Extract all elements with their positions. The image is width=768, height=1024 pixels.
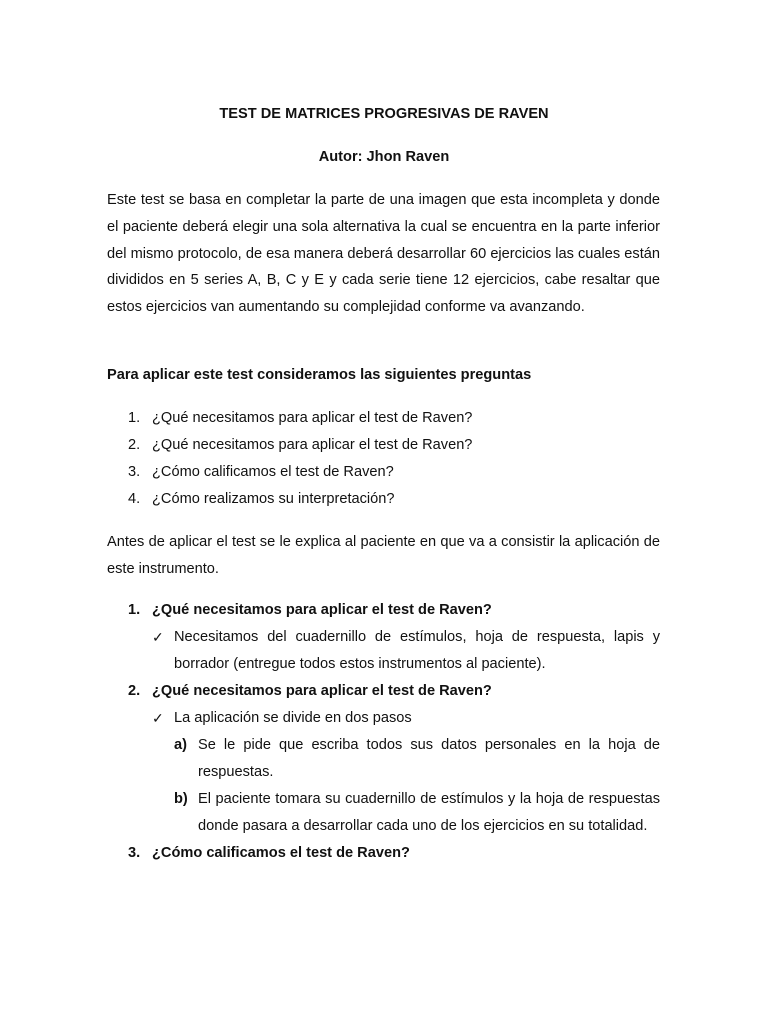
checklist-item (152, 624, 660, 678)
list-number: 1. (128, 410, 141, 426)
sub-item-letter: a) (174, 737, 187, 753)
answer-heading (128, 678, 660, 705)
answer-heading (128, 597, 660, 624)
sub-item (174, 786, 660, 840)
answer-number: 1. (128, 602, 141, 618)
sub-item-letter: b) (174, 791, 188, 807)
list-number: 4. (128, 491, 141, 507)
questions-list (128, 405, 472, 513)
answers-section (128, 597, 660, 867)
sub-item-text: Se le pide que escriba todos sus datos personales en la hoja de respuestas. (198, 737, 660, 780)
intro-paragraph: Este test se basa en completar la parte de una imagen que esta incompleta y donde el paciente deberá elegir una sola alternativa la cual se encuentra en la parte inferior del mismo protocolo, de esa manera deberá desarrollar 60 ejercicios las cuales están divididos en 5 series A, B, C y E y cada serie tiene 12 ejercicios, cabe resaltar que estos ejercicios van aumentando su complejidad conforme va avanzando. (107, 192, 660, 316)
question-text: ¿Cómo calificamos el test de Raven? (152, 464, 394, 480)
answer-number: 2. (128, 683, 141, 699)
questions-heading: Para aplicar este test consideramos las siguientes preguntas (107, 367, 532, 383)
document-title: TEST DE MATRICES PROGRESIVAS DE RAVEN (219, 106, 549, 122)
sub-item (174, 732, 660, 786)
list-number: 2. (128, 437, 141, 453)
sub-item-text: El paciente tomara su cuadernillo de estímulos y la hoja de respuestas donde pasara a desarrollar cada uno de los ejercicios en su totalidad. (198, 791, 660, 834)
checklist-item (152, 705, 660, 732)
answer-heading (128, 840, 660, 867)
list-number: 3. (128, 464, 141, 480)
question-text: ¿Qué necesitamos para aplicar el test de Raven? (152, 410, 473, 426)
checklist-text: La aplicación se divide en dos pasos (174, 710, 412, 726)
document-author: Autor: Jhon Raven (318, 149, 450, 165)
list-item (128, 405, 472, 432)
list-item (128, 432, 472, 459)
checklist-text: Necesitamos del cuadernillo de estímulos, hoja de respuesta, lapis y borrador (entregue todos estos instrumentos al paciente). (174, 629, 660, 672)
question-text: ¿Qué necesitamos para aplicar el test de Raven? (152, 437, 473, 453)
question-text: ¿Cómo realizamos su interpretación? (152, 491, 395, 507)
answer-heading-text: ¿Cómo calificamos el test de Raven? (152, 845, 410, 861)
list-item (128, 486, 472, 513)
checkmark-icon: ✓ (152, 629, 164, 645)
answer-heading-text: ¿Qué necesitamos para aplicar el test de Raven? (152, 602, 492, 618)
answer-heading-text: ¿Qué necesitamos para aplicar el test de Raven? (152, 683, 492, 699)
list-item (128, 459, 472, 486)
before-paragraph: Antes de aplicar el test se le explica al paciente en que va a consistir la aplicación de este instrumento. (107, 534, 660, 577)
answer-number: 3. (128, 845, 141, 861)
checkmark-icon: ✓ (152, 710, 164, 726)
